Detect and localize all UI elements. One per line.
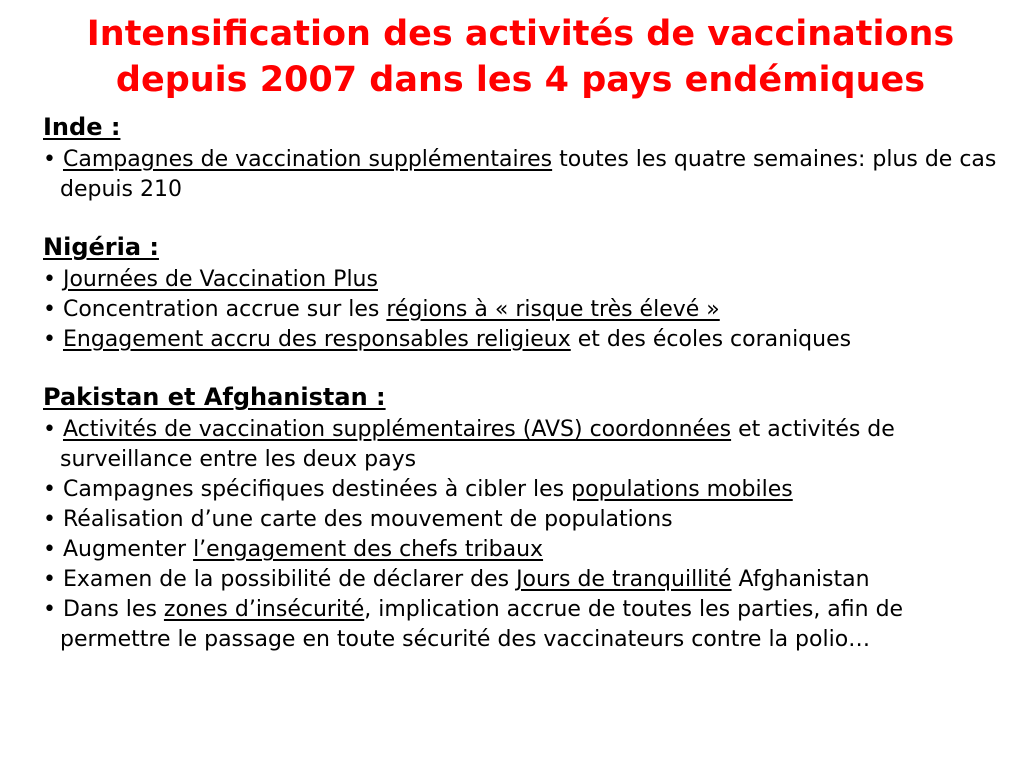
- plain-text: et activités de surveillance entre les deux pays: [60, 417, 895, 472]
- underlined-text: populations mobiles: [571, 477, 793, 502]
- bullet-marker: •: [43, 507, 63, 532]
- underlined-text: zones d’insécurité: [163, 597, 365, 622]
- bullet-marker: •: [43, 537, 63, 562]
- bullet-marker: •: [43, 267, 63, 292]
- bullet-item: [43, 145, 998, 205]
- bullet-item: [43, 265, 998, 295]
- plain-text: Dans les: [62, 597, 164, 622]
- slide-title-line1: Intensification des activités de vaccinations: [86, 14, 955, 54]
- section-heading: Nigéria :: [43, 233, 159, 261]
- bullet-marker: •: [43, 567, 63, 592]
- bullet-marker: •: [43, 147, 63, 172]
- underlined-text: Jours de tranquillité: [516, 567, 732, 592]
- plain-text: Afghanistan: [731, 567, 870, 592]
- bullet-item: [43, 505, 998, 535]
- section-3: [43, 381, 998, 655]
- bullet-item: [43, 295, 998, 325]
- sections: [43, 111, 998, 655]
- plain-text: Augmenter: [62, 537, 194, 562]
- bullet-item: [43, 565, 998, 595]
- underlined-text: Campagnes de vaccination supplémentaires: [62, 147, 553, 172]
- bullet-item: [43, 535, 998, 565]
- bullet-item: [43, 595, 998, 655]
- section-heading: Pakistan et Afghanistan :: [43, 383, 386, 411]
- bullet-item: [43, 475, 998, 505]
- plain-text: Concentration accrue sur les: [62, 297, 387, 322]
- slide-title-line2: depuis 2007 dans les 4 pays endémiques: [115, 59, 926, 100]
- bullet-marker: •: [43, 477, 63, 502]
- plain-text: , implication accrue de toutes les parties, afin de permettre le passage en toute sécurité des vaccinateurs contre la polio…: [60, 597, 904, 652]
- plain-text: Campagnes spécifiques destinées à cibler les: [62, 477, 572, 502]
- underlined-text: régions à « risque très élevé »: [386, 297, 720, 322]
- bullet-item: [43, 415, 998, 475]
- plain-text: Réalisation d’une carte des mouvement de populations: [62, 507, 673, 532]
- plain-text: Examen de la possibilité de déclarer des: [62, 567, 517, 592]
- slide-title: [43, 12, 998, 103]
- underlined-text: Engagement accru des responsables religieux: [62, 327, 571, 352]
- underlined-text: l’engagement des chefs tribaux: [193, 537, 544, 562]
- plain-text: toutes les quatre semaines: plus de cas depuis 210: [60, 147, 997, 202]
- bullet-marker: •: [43, 327, 63, 352]
- bullet-marker: •: [43, 297, 63, 322]
- bullet-marker: •: [43, 417, 63, 442]
- section-2: [43, 231, 998, 355]
- bullet-marker: •: [43, 597, 63, 622]
- underlined-text: Activités de vaccination supplémentaires (AVS) coordonnées: [62, 417, 732, 442]
- section-heading: Inde :: [43, 113, 121, 141]
- bullet-item: [43, 325, 998, 355]
- slide-body: [43, 111, 998, 655]
- section-1: [43, 111, 998, 205]
- underlined-text: Journées de Vaccination Plus: [62, 267, 378, 292]
- plain-text: et des écoles coraniques: [570, 327, 852, 352]
